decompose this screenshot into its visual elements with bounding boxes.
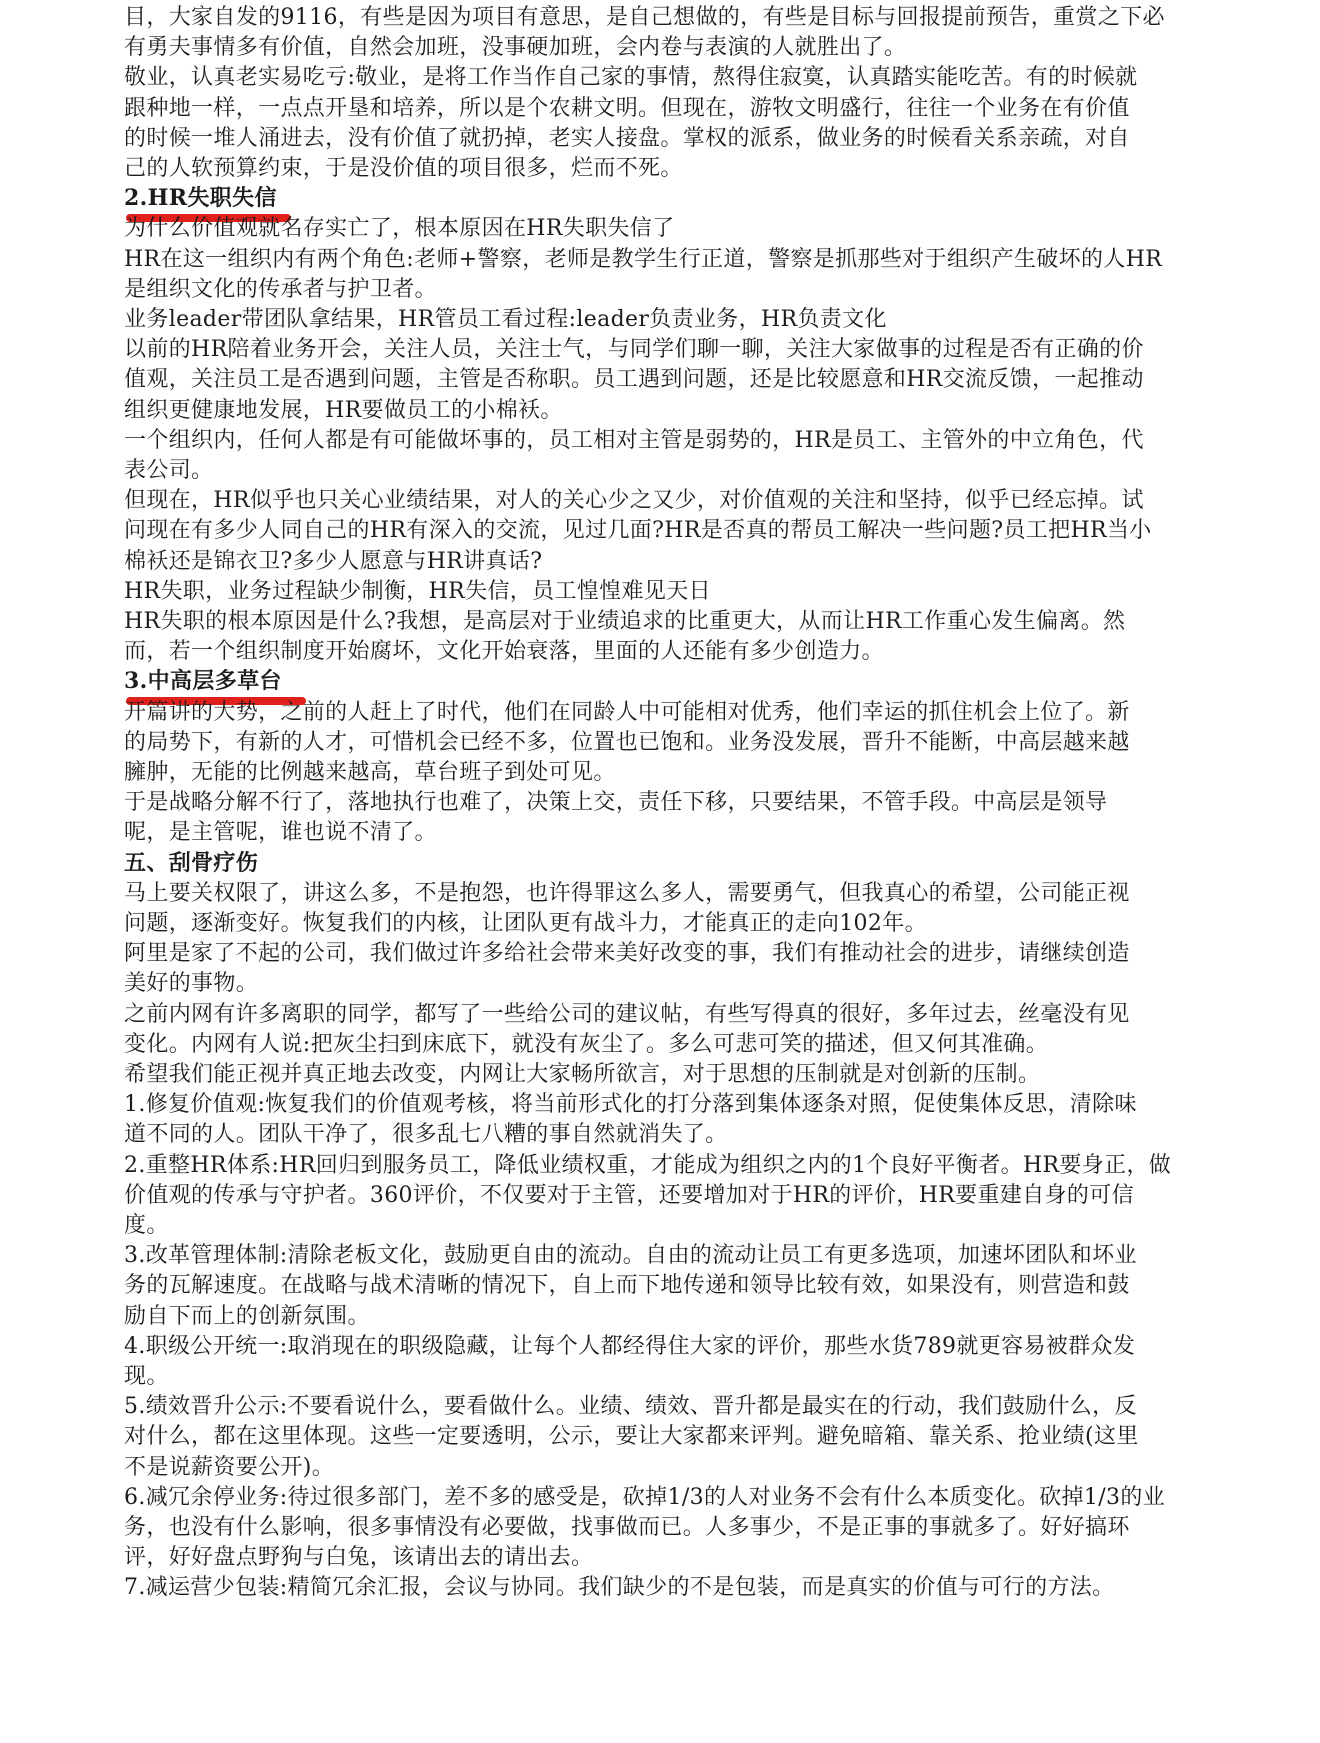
paragraph-line: 评，好好盘点野狗与白兔，该请出去的请出去。 xyxy=(124,1545,594,1570)
paragraph-line: 3.改革管理体制:清除老板文化，鼓励更自由的流动。自由的流动让员工有更多选项，加速坏团队和坏业 xyxy=(124,1243,1137,1268)
paragraph-line: 业务leader带团队拿结果，HR管员工看过程:leader负责业务，HR负责文化 xyxy=(124,307,887,332)
paragraph-line: 马上要关权限了，讲这么多，不是抱怨，也许得罪这么多人，需要勇气，但我真心的希望，公司能正视 xyxy=(124,881,1130,906)
paragraph-line: 问题，逐渐变好。恢复我们的内核，让团队更有战斗力，才能真正的走向102年。 xyxy=(124,911,927,936)
paragraph-line: 务的瓦解速度。在战略与战术清晰的情况下，自上而下地传递和领导比较有效，如果没有，则营造和鼓 xyxy=(124,1273,1130,1298)
paragraph-line: 变化。内网有人说:把灰尘扫到床底下，就没有灰尘了。多么可悲可笑的描述，但又何其准确。 xyxy=(124,1032,1049,1057)
paragraph-line: 己的人软预算约束，于是没价值的项目很多，烂而不死。 xyxy=(124,156,683,181)
paragraph-line: 不是说薪资要公开)。 xyxy=(124,1455,335,1480)
paragraph-line: 7.减运营少包装:精简冗余汇报，会议与协同。我们缺少的不是包装，而是真实的价值与可行的方法。 xyxy=(124,1575,1115,1600)
paragraph-line: 度。 xyxy=(124,1213,169,1238)
paragraph-line: 为什么价值观就名存实亡了，根本原因在HR失职失信了 xyxy=(124,216,675,241)
section-heading-hr: 2.HR失职失信 xyxy=(124,185,277,211)
paragraph-line: 道不同的人。团队干净了，很多乱七八糟的事自然就消失了。 xyxy=(124,1122,728,1147)
paragraph-line: 以前的HR陪着业务开会，关注人员，关注士气，与同学们聊一聊，关注大家做事的过程是否有正确的价 xyxy=(124,337,1144,362)
paragraph-line: 呢，是主管呢，谁也说不清了。 xyxy=(124,820,437,845)
paragraph-line: 美好的事物。 xyxy=(124,971,259,996)
paragraph-line: 一个组织内，任何人都是有可能做坏事的，员工相对主管是弱势的，HR是员工、主管外的中立角色，代 xyxy=(124,428,1144,453)
paragraph-line: 4.职级公开统一:取消现在的职级隐藏，让每个人都经得住大家的评价，那些水货789就更容易被群众发 xyxy=(124,1334,1136,1359)
paragraph-line: 2.重整HR体系:HR回归到服务员工，降低业绩权重，才能成为组织之内的1个良好平衡者。HR要身正，做 xyxy=(124,1153,1172,1178)
paragraph-line: HR失职，业务过程缺少制衡，HR失信，员工惶惶难见天日 xyxy=(124,579,711,604)
paragraph-line: 有勇夫事情多有价值，自然会加班，没事硬加班，会内卷与表演的人就胜出了。 xyxy=(124,35,907,60)
paragraph-line: 务，也没有什么影响，很多事情没有必要做，找事做而已。人多事少，不是正事的事就多了。好好搞环 xyxy=(124,1515,1130,1540)
paragraph-line: 而，若一个组织制度开始腐坏，文化开始衰落，里面的人还能有多少创造力。 xyxy=(124,639,884,664)
paragraph-line: 跟种地一样，一点点开垦和培养，所以是个农耕文明。但现在，游牧文明盛行，往往一个业务在有价值 xyxy=(124,96,1130,121)
paragraph-line: 阿里是家了不起的公司，我们做过许多给社会带来美好改变的事，我们有推动社会的进步，请继续创造 xyxy=(124,941,1130,966)
section-heading-five: 五、刮骨疗伤 xyxy=(124,850,259,876)
paragraph-line: 价值观的传承与守护者。360评价，不仅要对于主管，还要增加对于HR的评价，HR要重建自身的可信 xyxy=(124,1183,1134,1208)
paragraph-line: 臃肿，无能的比例越来越高，草台班子到处可见。 xyxy=(124,760,616,785)
section-heading-management: 3.中高层多草台 xyxy=(124,668,282,694)
paragraph-line: 问现在有多少人同自己的HR有深入的交流，见过几面?HR是否真的帮员工解决一些问题?员工把HR当小 xyxy=(124,518,1152,543)
paragraph-line: 5.绩效晋升公示:不要看说什么，要看做什么。业绩、绩效、晋升都是最实在的行动，我们鼓励什么，反 xyxy=(124,1394,1137,1419)
paragraph-line: HR失职的根本原因是什么?我想，是高层对于业绩追求的比重更大，从而让HR工作重心发生偏离。然 xyxy=(124,609,1126,634)
paragraph-line: 组织更健康地发展，HR要做员工的小棉袄。 xyxy=(124,398,563,423)
paragraph-line: 棉袄还是锦衣卫?多少人愿意与HR讲真话? xyxy=(124,549,543,574)
document-page xyxy=(124,0,1200,1743)
paragraph-line: 的局势下，有新的人才，可惜机会已经不多，位置也已饱和。业务没发展，晋升不能断，中高层越来越 xyxy=(124,730,1130,755)
paragraph-line: 1.修复价值观:恢复我们的价值观考核，将当前形式化的打分落到集体逐条对照，促使集体反思，清除味 xyxy=(124,1092,1137,1117)
paragraph-line: 的时候一堆人涌进去，没有价值了就扔掉，老实人接盘。掌权的派系，做业务的时候看关系亲疏，对自 xyxy=(124,126,1130,151)
paragraph-line: 开篇讲的大势，之前的人赶上了时代，他们在同龄人中可能相对优秀，他们幸运的抓住机会上位了。新 xyxy=(124,700,1130,725)
paragraph-line: 是组织文化的传承者与护卫者。 xyxy=(124,277,437,302)
paragraph-line: 表公司。 xyxy=(124,458,214,483)
paragraph-line: 希望我们能正视并真正地去改变，内网让大家畅所欲言，对于思想的压制就是对创新的压制。 xyxy=(124,1062,1041,1087)
paragraph-line: 6.减冗余停业务:待过很多部门，差不多的感受是，砍掉1/3的人对业务不会有什么本质变化。砍掉1/3的业 xyxy=(124,1485,1166,1510)
paragraph-line: 但现在，HR似乎也只关心业绩结果，对人的关心少之又少，对价值观的关注和坚持，似乎已经忘掉。试 xyxy=(124,488,1144,513)
paragraph-line: HR在这一组织内有两个角色:老师+警察，老师是教学生行正道，警察是抓那些对于组织产生破坏的人HR xyxy=(124,247,1163,272)
paragraph-line: 目，大家自发的9116，有些是因为项目有意思，是自己想做的，有些是目标与回报提前预告，重赏之下必 xyxy=(124,5,1165,30)
paragraph-line: 敬业，认真老实易吃亏:敬业，是将工作当作自己家的事情，熬得住寂寞，认真踏实能吃苦。有的时候就 xyxy=(124,65,1138,90)
paragraph-line: 值观，关注员工是否遇到问题，主管是否称职。员工遇到问题，还是比较愿意和HR交流反馈，一起推动 xyxy=(124,367,1144,392)
paragraph-line: 现。 xyxy=(124,1364,169,1389)
paragraph-line: 之前内网有许多离职的同学，都写了一些给公司的建议帖，有些写得真的很好，多年过去，丝毫没有见 xyxy=(124,1002,1130,1027)
paragraph-line: 对什么，都在这里体现。这些一定要透明，公示，要让大家都来评判。避免暗箱、靠关系、抢业绩(这里 xyxy=(124,1424,1139,1449)
paragraph-line: 于是战略分解不行了，落地执行也难了，决策上交，责任下移，只要结果，不管手段。中高层是领导 xyxy=(124,790,1108,815)
paragraph-line: 励自下而上的创新氛围。 xyxy=(124,1304,370,1329)
